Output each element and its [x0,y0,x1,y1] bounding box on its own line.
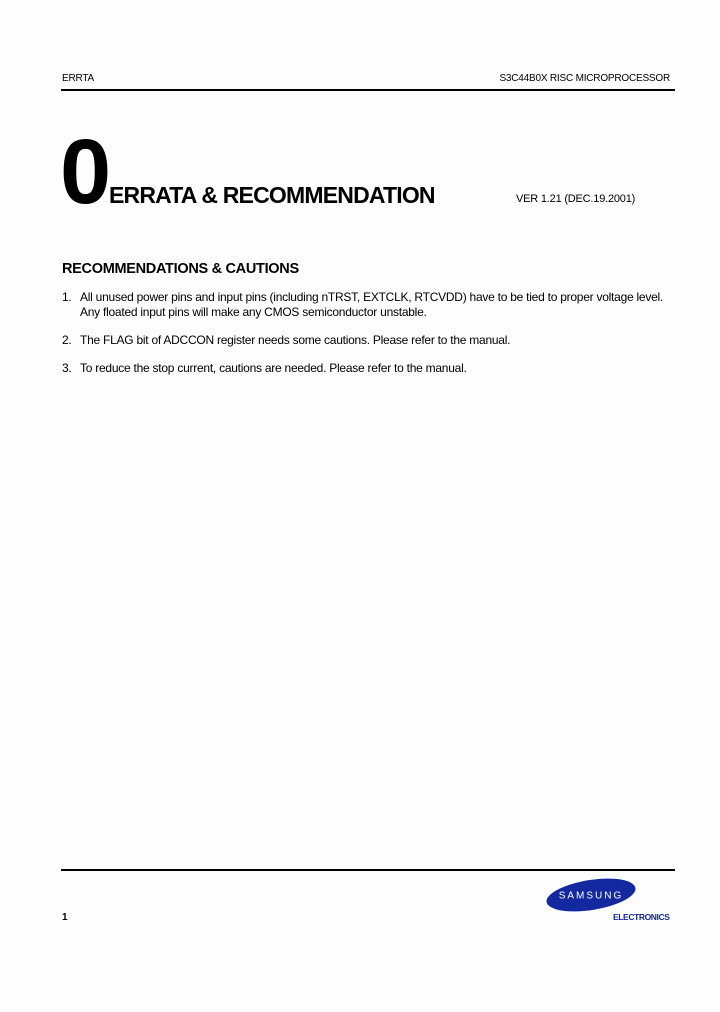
list-item-number: 3. [62,361,72,375]
list-item-number: 1. [62,290,72,304]
list-item-text-line: All unused power pins and input pins (including nTRST, EXTCLK, RTCVDD) have to be tied to proper voltage level. [80,290,664,304]
list-item [62,361,682,376]
list-item-text-line: To reduce the stop current, cautions are needed. Please refer to the manual. [80,361,467,375]
page-number: 1 [62,912,68,923]
footer-rule [61,869,675,871]
list-item-text-line: Any floated input pins will make any CMOS semiconductor unstable. [80,305,427,319]
chapter-title: ERRATA & RECOMMENDATION [109,182,435,208]
section-title: RECOMMENDATIONS & CAUTIONS [62,261,299,277]
logo-text: SAMSUNG [558,890,624,902]
header-rule [61,89,675,91]
version-label: VER 1.21 (DEC.19.2001) [516,193,636,205]
recommendations-list [62,290,682,389]
samsung-logo-icon [545,877,637,913]
list-item-number: 2. [62,333,72,347]
running-header-chapter: ERRTA [62,73,94,84]
list-item [62,290,682,320]
list-item [62,333,682,348]
list-item-text-line: The FLAG bit of ADCCON register needs some cautions. Please refer to the manual. [80,333,511,347]
chapter-number: 0 [60,121,109,223]
logo-subtext: ELECTRONICS [613,912,670,922]
running-header-product: S3C44B0X RISC MICROPROCESSOR [499,73,670,84]
